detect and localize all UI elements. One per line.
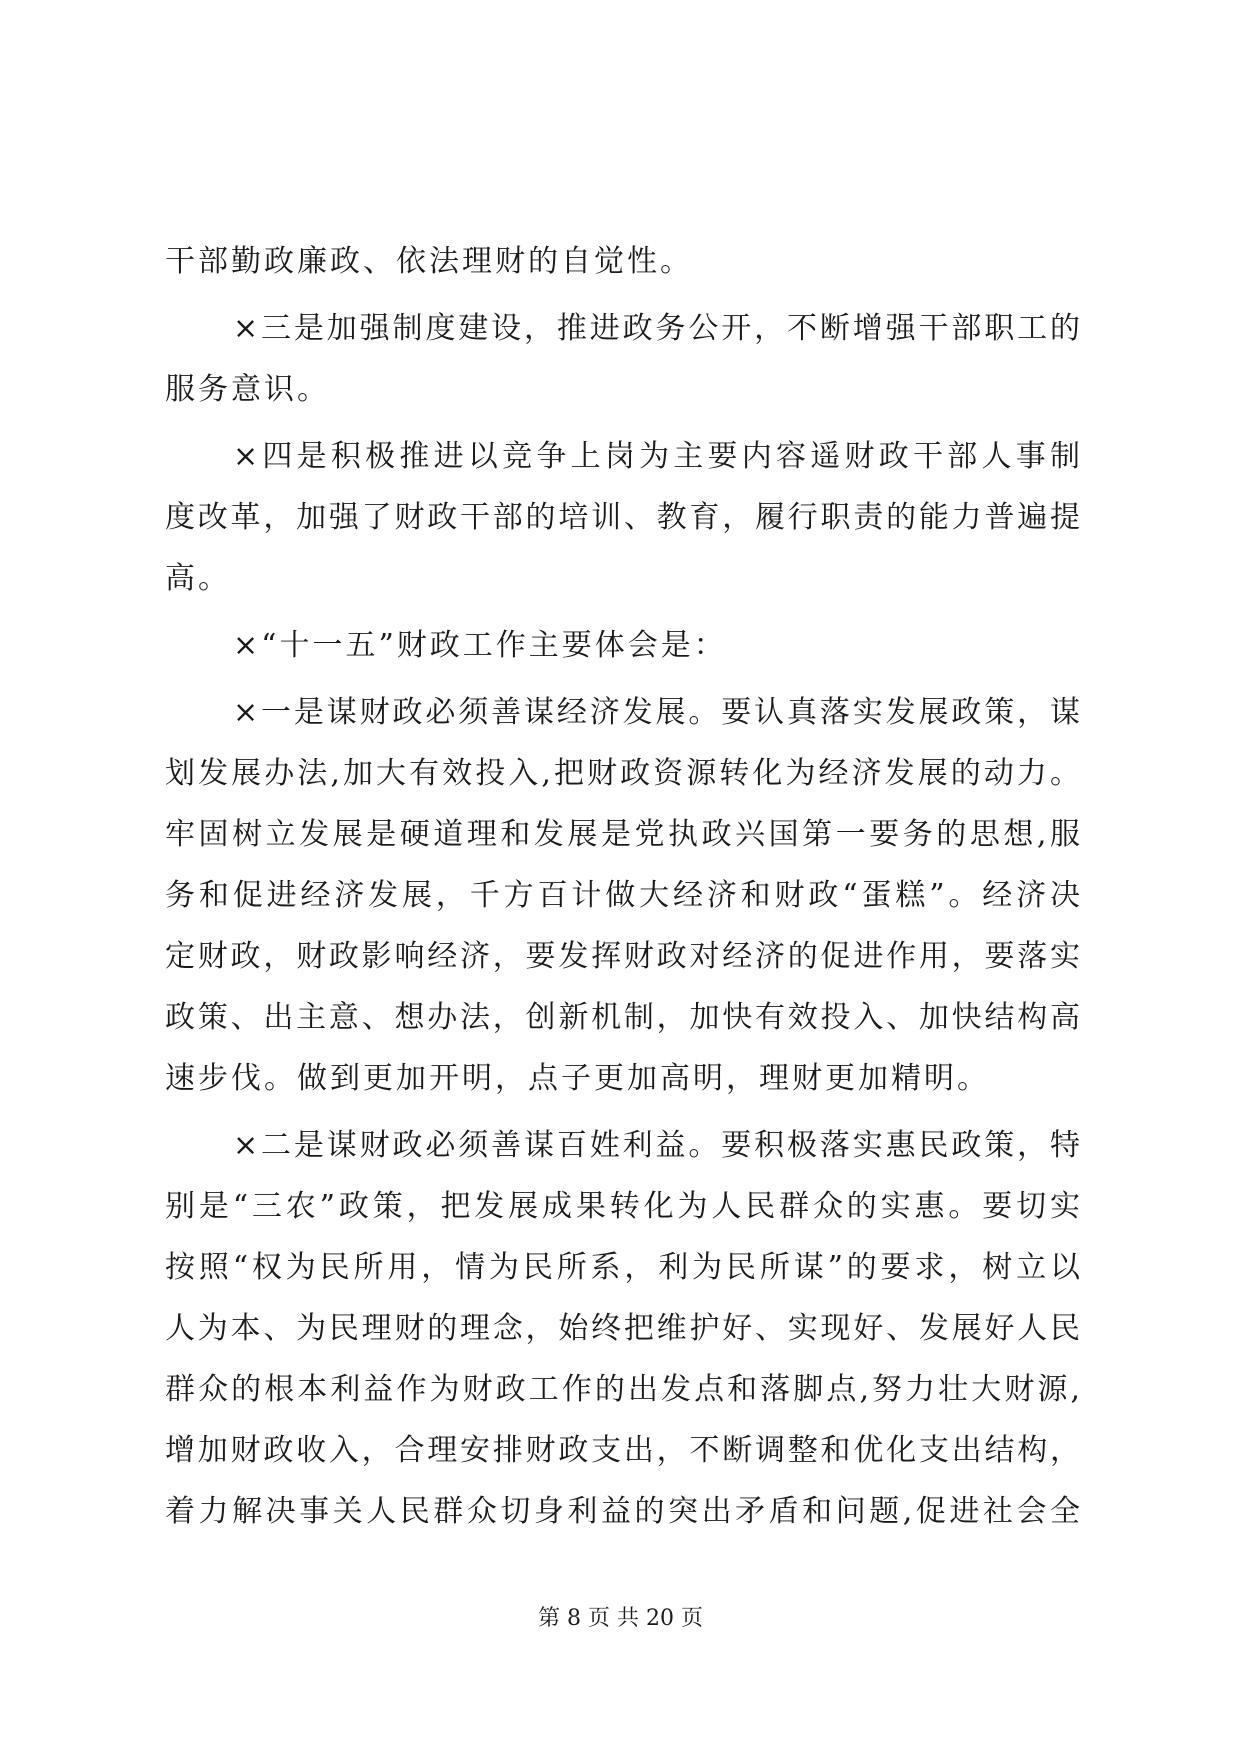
paragraph-line: 着力解决事关人民群众切身利益的突出矛盾和问题,促进社会全 [165, 1494, 1080, 1529]
document-body [165, 231, 1080, 1542]
paragraph-line: 牢固树立发展是硬道理和发展是党执政兴国第一要务的思想,服 [165, 817, 1080, 852]
paragraph-line: 人为本、为民理财的理念，始终把维护好、实现好、发展好人民 [165, 1311, 1080, 1346]
paragraph-line: 按照“权为民所用，情为民所系，利为民所谋”的要求，树立以 [165, 1250, 1080, 1285]
page-number-footer: 第 8 页 共 20 页 [538, 1606, 703, 1631]
paragraph-line: 政策、出主意、想办法，创新机制，加快有效投入、加快结构高 [165, 1000, 1080, 1035]
paragraph-line: ×一是谋财政必须善谋经济发展。要认真落实发展政策，谋 [233, 695, 1080, 730]
paragraph-line: 别是“三农”政策，把发展成果转化为人民群众的实惠。要切实 [165, 1189, 1080, 1224]
paragraph-line: 干部勤政廉政、依法理财的自觉性。 [165, 244, 693, 279]
paragraph-line: ×二是谋财政必须善谋百姓利益。要积极落实惠民政策，特 [233, 1128, 1080, 1163]
paragraph-line: 度改革，加强了财政干部的培训、教育，履行职责的能力普遍提 [165, 500, 1080, 535]
paragraph-line: 高。 [165, 561, 231, 596]
paragraph-line: ×四是积极推进以竞争上岗为主要内容遥财政干部人事制 [233, 439, 1080, 474]
paragraph-line: 务和促进经济发展，千方百计做大经济和财政“蛋糕”。经济决 [165, 878, 1080, 913]
paragraph-line: 增加财政收入，合理安排财政支出，不断调整和优化支出结构， [165, 1433, 1080, 1468]
paragraph-line: 群众的根本利益作为财政工作的出发点和落脚点,努力壮大财源, [165, 1372, 1080, 1407]
paragraph-line: 速步伐。做到更加开明，点子更加高明，理财更加精明。 [165, 1061, 990, 1096]
paragraph-line: 服务意识。 [165, 372, 330, 407]
paragraph-line: 划发展办法,加大有效投入,把财政资源转化为经济发展的动力。 [165, 756, 1080, 791]
paragraph-line: ×三是加强制度建设，推进政务公开，不断增强干部职工的 [233, 311, 1080, 346]
paragraph-line: ×“十一五”财政工作主要体会是： [233, 628, 727, 663]
paragraph-line: 定财政，财政影响经济，要发挥财政对经济的促进作用，要落实 [165, 939, 1080, 974]
